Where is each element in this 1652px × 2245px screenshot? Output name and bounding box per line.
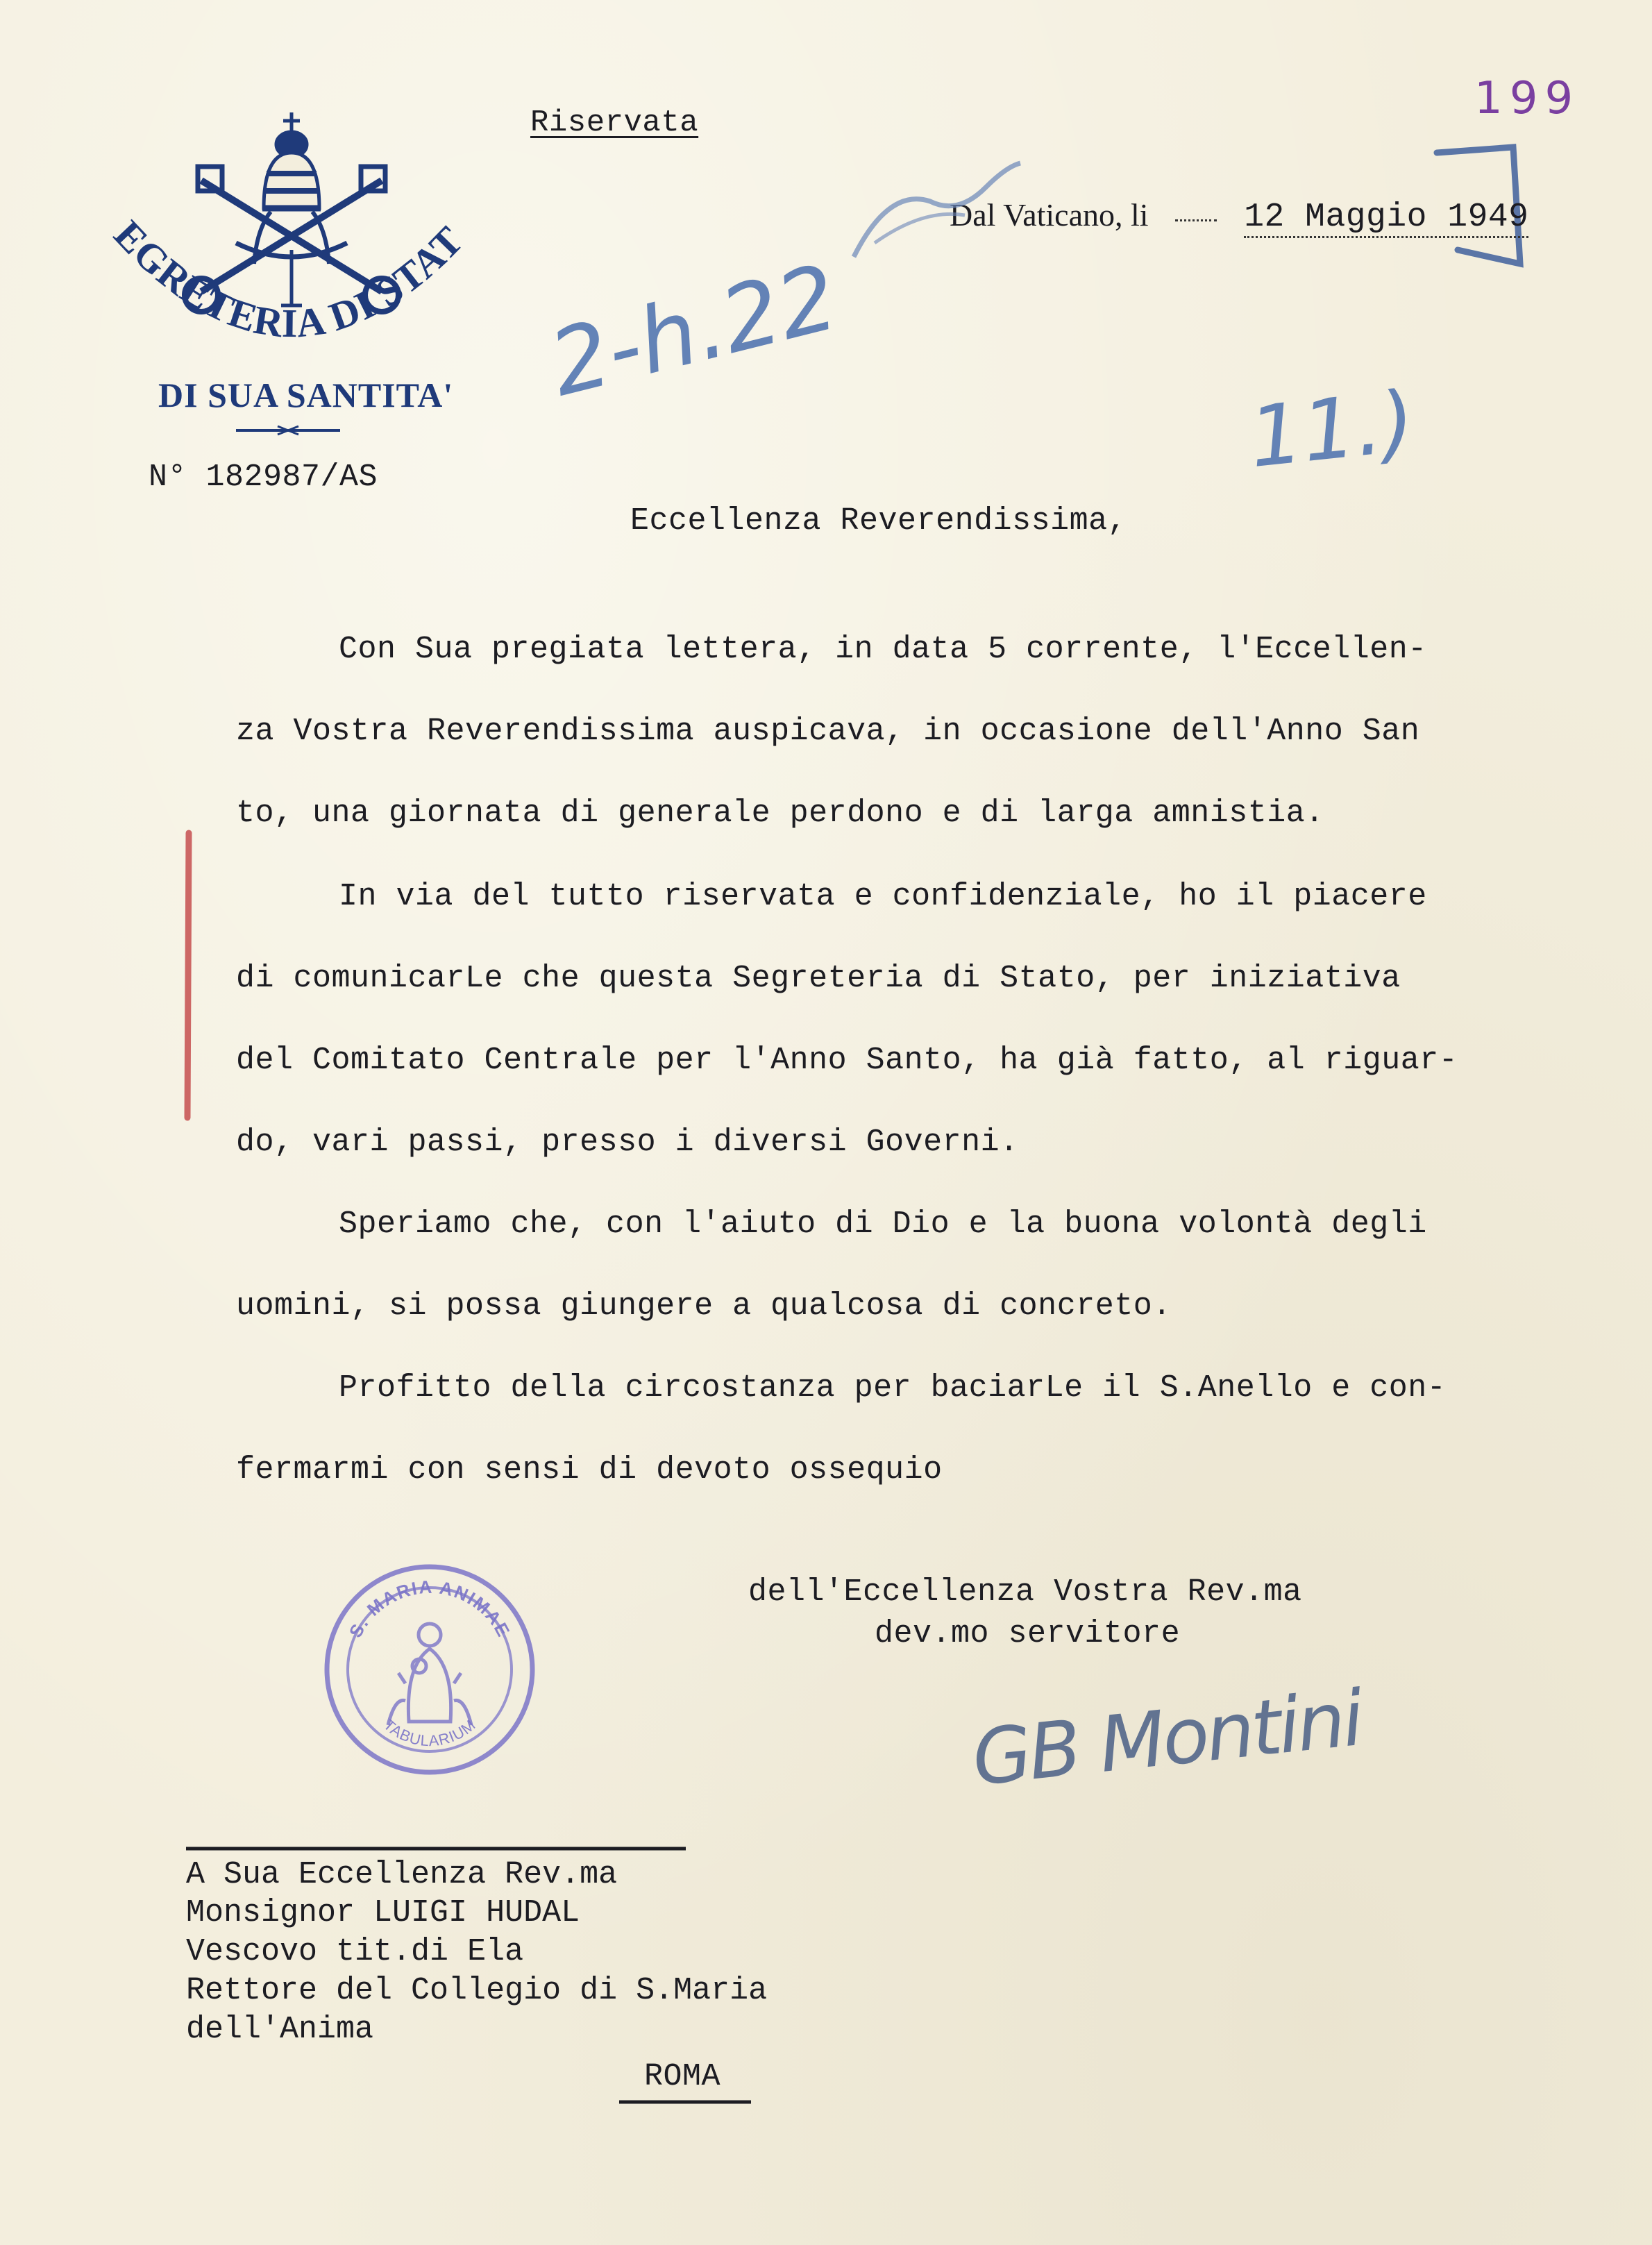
protocol-number: N° 182987/AS bbox=[149, 460, 378, 495]
recipient-line: dell'Anima bbox=[186, 2012, 374, 2047]
stamp-text-bottom: TABULARIUM bbox=[380, 1715, 480, 1750]
letterhead-divider bbox=[236, 423, 340, 437]
body-line: fermarmi con sensi di devoto ossequio bbox=[236, 1452, 943, 1488]
body-line: Profitto della circostanza per baciarLe il S.Anello e con- bbox=[339, 1370, 1447, 1406]
letterhead-org-line2: DI SUA SANTITA' bbox=[158, 376, 454, 414]
body-line: to, una giornata di generale perdono e di larga amnistia. bbox=[236, 796, 1324, 831]
body-line: do, vari passi, presso i diversi Governi. bbox=[236, 1125, 1019, 1160]
salutation: Eccellenza Reverendissima, bbox=[630, 503, 1127, 539]
recipient-city: ROMA bbox=[644, 2059, 721, 2094]
handwritten-note-right: 11.) bbox=[1245, 373, 1419, 487]
body-line: Con Sua pregiata lettera, in data 5 corrente, l'Eccellen- bbox=[339, 632, 1427, 667]
stamp-seal-icon bbox=[322, 1562, 537, 1777]
body-line: za Vostra Reverendissima auspicava, in occasione dell'Anno San bbox=[236, 714, 1420, 749]
archive-stamp bbox=[322, 1562, 537, 1777]
recipient-line: Rettore del Collegio di S.Maria bbox=[186, 1973, 768, 2008]
recipient-rule bbox=[186, 1845, 686, 1852]
body-line: In via del tutto riservata e confidenziale, ho il piacere bbox=[339, 879, 1427, 914]
body-line: Speriamo che, con l'aiuto di Dio e la buona volontà degli bbox=[339, 1206, 1427, 1242]
pencil-scribble bbox=[847, 160, 1027, 271]
signature: GB Montini bbox=[968, 1674, 1365, 1803]
handwritten-note: 2-h.22 bbox=[539, 244, 848, 417]
red-margin-mark bbox=[175, 833, 203, 1125]
dateline bbox=[950, 196, 1528, 236]
body-line: di comunicarLe che questa Segreteria di Stato, per iniziativa bbox=[236, 961, 1401, 996]
archive-number: 199 bbox=[1474, 73, 1581, 124]
dateline-date: 12 Maggio 1949 bbox=[1244, 199, 1528, 238]
stamp-text-top: S. MARIA ANIMAE bbox=[344, 1576, 515, 1641]
confidential-label: Riservata bbox=[530, 106, 699, 140]
letterhead-org-line1: SEGRETERIA DI STATO bbox=[81, 68, 472, 346]
body-line: uomini, si possa giungere a qualcosa di concreto. bbox=[236, 1288, 1172, 1324]
dateline-dots bbox=[1175, 219, 1217, 221]
recipient-line: Monsignor LUIGI HUDAL bbox=[186, 1895, 580, 1931]
svg-text:SEGRETERIA DI STATO bbox=[81, 68, 471, 346]
recipient-line: Vescovo tit.di Ela bbox=[186, 1934, 524, 1969]
closing-line2: dev.mo servitore bbox=[875, 1616, 1181, 1651]
closing-line1: dell'Eccellenza Vostra Rev.ma bbox=[748, 1574, 1302, 1610]
city-underline bbox=[619, 2099, 751, 2105]
body-line: del Comitato Centrale per l'Anno Santo, ha già fatto, al riguar- bbox=[236, 1043, 1458, 1078]
dateline-place: Dal Vaticano, li bbox=[950, 197, 1149, 233]
recipient-line: A Sua Eccellenza Rev.ma bbox=[186, 1857, 618, 1892]
